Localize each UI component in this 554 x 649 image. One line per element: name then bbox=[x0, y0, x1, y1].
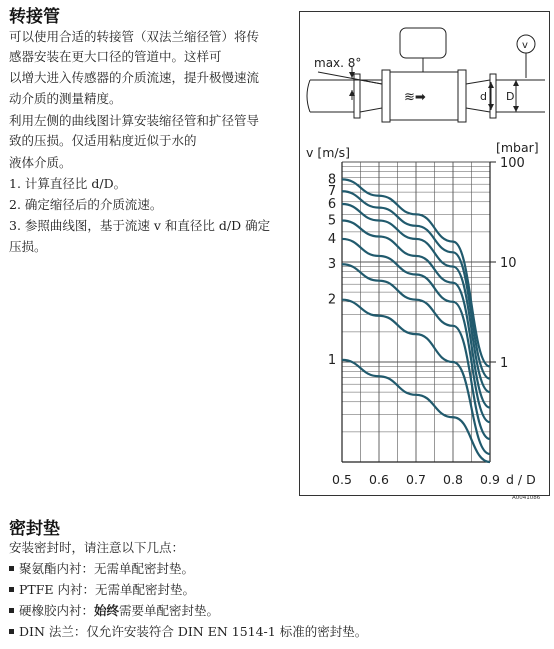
figure-id: A0041086 bbox=[512, 495, 541, 501]
bullet-item bbox=[9, 622, 367, 643]
velocity-symbol: v bbox=[522, 40, 528, 51]
flange-right bbox=[458, 70, 466, 122]
figure-svg bbox=[300, 12, 549, 495]
series-label-v3: 3 bbox=[327, 257, 337, 273]
x-tick-label: 0.5 bbox=[332, 472, 352, 487]
bullet-item bbox=[9, 580, 195, 601]
bullet-icon bbox=[9, 608, 14, 613]
section-title-adapter: 转接管 bbox=[9, 7, 60, 27]
step-3: 3. 参照曲线图，基于流速 v 和直径比 d/D 确定 bbox=[9, 218, 271, 233]
flow-symbol: ≋➡ bbox=[404, 90, 426, 105]
pressure-loss-chart bbox=[306, 140, 539, 487]
bullet-text: DIN 法兰：仅允许安装符合 DIN EN 1514-1 标准的密封垫。 bbox=[19, 624, 368, 639]
section-title-gasket: 密封垫 bbox=[9, 519, 60, 539]
bullet-text-rest: 需要单配密封垫。 bbox=[119, 603, 220, 618]
pipe-diagram bbox=[307, 28, 545, 122]
dim-D-arrow-bottom bbox=[513, 106, 519, 112]
bullet-item bbox=[9, 601, 219, 622]
x-tick-label: 0.6 bbox=[369, 472, 389, 487]
d-label: d bbox=[480, 90, 487, 103]
series-label-v2: 2 bbox=[327, 292, 337, 308]
reducer-left bbox=[360, 80, 382, 112]
flange-left bbox=[382, 70, 390, 122]
series-label-v5: 5 bbox=[327, 213, 337, 229]
series-label-v6: 6 bbox=[327, 197, 337, 213]
bullet-icon bbox=[9, 629, 14, 634]
right-tick-label: 10 bbox=[500, 256, 517, 271]
body-line: 以增大进入传感器的介质流速，提升极慢速流 bbox=[9, 70, 260, 85]
step-3-cont: 压损。 bbox=[9, 239, 47, 254]
pipe-left bbox=[310, 80, 354, 112]
bullet-text: 硬橡胶内衬： bbox=[19, 603, 95, 618]
bullet-item bbox=[9, 559, 194, 580]
gasket-intro: 安装密封时，请注意以下几点： bbox=[9, 540, 185, 555]
body-line: 感器安装在更大口径的管道中。这样可 bbox=[9, 49, 222, 64]
series-label-v8: 8 bbox=[327, 172, 337, 188]
body-line: 液体介质。 bbox=[9, 155, 72, 170]
series-label-v7: 7 bbox=[327, 184, 337, 200]
dim-d-arrow-bottom bbox=[488, 104, 494, 110]
D-label: D bbox=[506, 90, 515, 103]
dim-D-arrow-top bbox=[513, 80, 519, 86]
x-axis-label: d / D bbox=[506, 472, 536, 487]
right-tick-label: 100 bbox=[500, 156, 525, 171]
series-label-v1: 1 bbox=[327, 352, 337, 368]
body-line: 利用左侧的曲线图计算安装缩径管和扩径管导 bbox=[9, 113, 260, 128]
x-tick-label: 0.9 bbox=[480, 472, 500, 487]
body-line: 可以使用合适的转接管（双法兰缩径管）将传 bbox=[9, 29, 260, 44]
angle-label: max. 8° bbox=[314, 56, 362, 70]
right-tick-label: 1 bbox=[500, 356, 509, 371]
body-line: 动介质的测量精度。 bbox=[9, 91, 122, 106]
y-axis-label-right: [mbar] bbox=[496, 140, 539, 155]
y-axis-label-left: v [m/s] bbox=[306, 145, 351, 160]
step-1: 1. 计算直径比 d/D。 bbox=[9, 176, 127, 191]
x-tick-label: 0.7 bbox=[406, 472, 426, 487]
bullet-emphasis: 始终 bbox=[94, 603, 120, 618]
step-2: 2. 确定缩径后的介质流速。 bbox=[9, 197, 163, 212]
bullet-text: PTFE 内衬：无需单配密封垫。 bbox=[19, 582, 196, 597]
transmitter-head bbox=[400, 28, 446, 58]
series-label-v4: 4 bbox=[327, 231, 337, 247]
pipe-break-left bbox=[307, 80, 310, 112]
pressure-loss-figure bbox=[299, 11, 550, 496]
bullet-text: 聚氨酯内衬：无需单配密封垫。 bbox=[19, 561, 195, 576]
dim-d-arrow-top bbox=[488, 82, 494, 88]
x-tick-label: 0.8 bbox=[443, 472, 463, 487]
body-line: 致的压损。仅适用粘度近似于水的 bbox=[9, 133, 197, 148]
bullet-icon bbox=[9, 587, 14, 592]
pipe-right bbox=[496, 80, 545, 112]
bullet-icon bbox=[9, 566, 14, 571]
